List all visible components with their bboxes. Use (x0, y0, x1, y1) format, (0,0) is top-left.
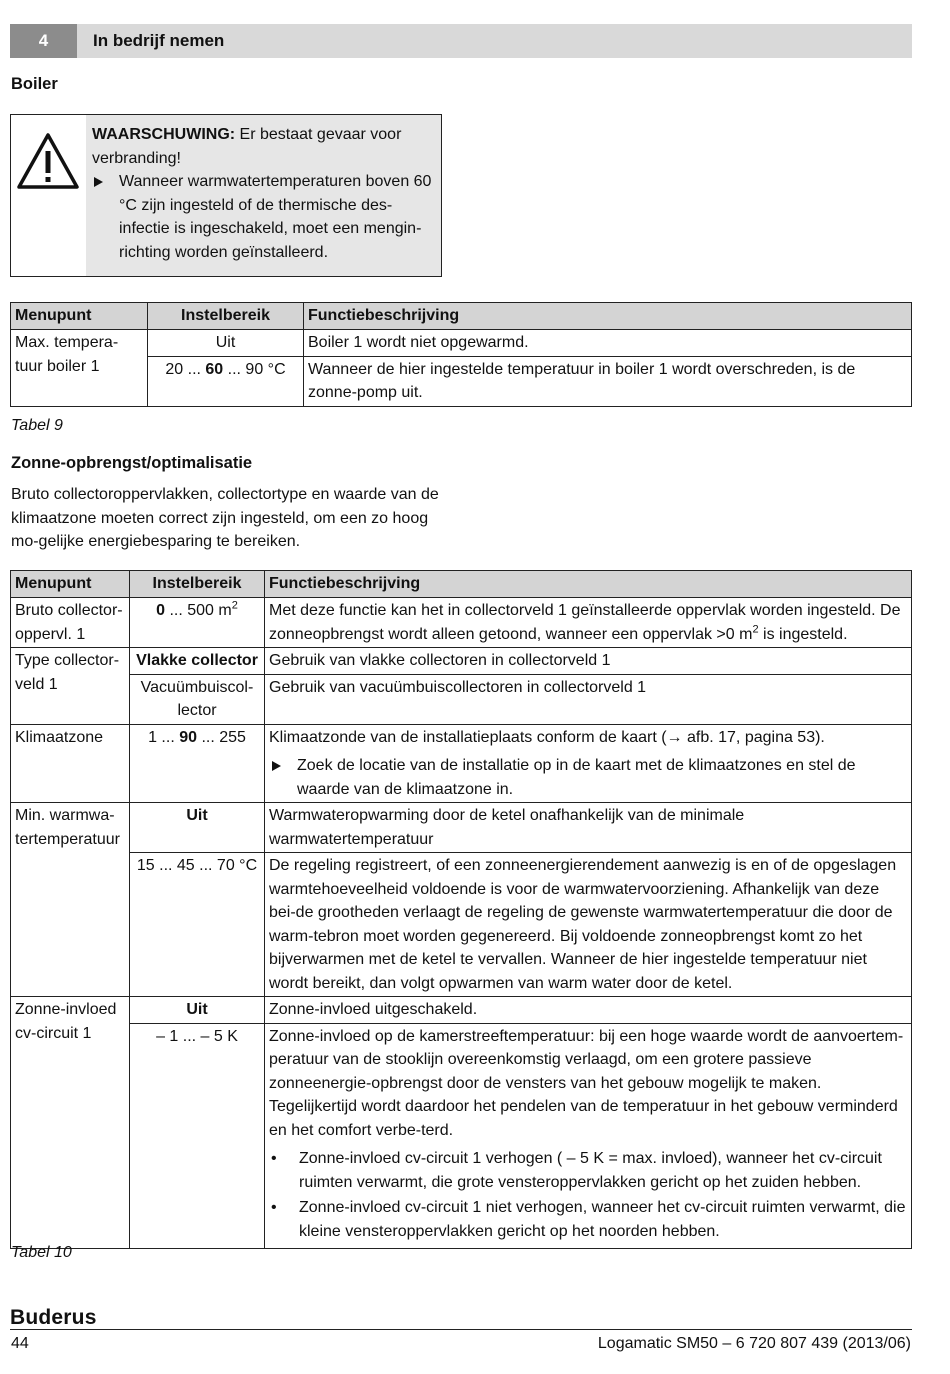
menu-cell: Zonne-invloed cv-circuit 1 (11, 997, 130, 1249)
column-header: Instelbereik (148, 303, 304, 330)
chapter-header (10, 24, 912, 58)
table-row (11, 330, 912, 357)
range-default: Uit (186, 807, 208, 824)
list-item (269, 1196, 907, 1243)
range-text: 20 ... (165, 360, 206, 378)
instruction-text: Zoek de locatie van de installatie op in de kaart met de klimaatzones en stel de waarde van de klimaatzone in. (297, 757, 856, 798)
arrow-bullet-icon-wrap (269, 754, 297, 801)
range-default: 60 (205, 360, 224, 378)
description-cell: De regeling registreert, of een zonneenergierendement aanwezig is en of de opgeslagen warmtehoeveelheid voldoende is voor de warmwatervoorziening. Afhankelijk van deze bei-de grootheden verlaagt de regeling de gewenste warmwatertemperatuur die door de warm-tebron moet worden gegenereerd. Bij voldoende zonneopbrengst komt zo het bijverwarmen met de ketel te vervallen. Wanneer de hier ingestelde temperatuur niet wordt bereikt, dan volgt opwarmen van warm water door de ketel. (265, 853, 912, 997)
table-row (11, 997, 912, 1024)
description-text: Zonne-invloed op de kamerstreeftemperatuur: bij een hoge waarde wordt de aanvoertem-peratuur van de stooklijn overeenkomstig verlaagd, om een grotere passieve zonneenergie-opbrengst door de vensters van het gebouw mogelijk te maken. Tegelijkertijd wordt daardoor het pendelen van de temperatuur in het gebouw verminderd en het comfort verbe-terd. (269, 1027, 904, 1139)
description-cell (265, 1023, 912, 1249)
range-default: 0 (156, 602, 166, 619)
warning-message: Er bestaat gevaar voor verbranding! (92, 126, 402, 167)
section-heading-boiler: Boiler (11, 75, 58, 93)
list-item (269, 1147, 907, 1194)
warning-triangle-icon (15, 131, 81, 193)
arrow-bullet-icon (272, 761, 281, 771)
warning-bullet (92, 170, 435, 264)
range-cell (130, 598, 265, 648)
range-cell: Vacuümbuiscol-lector (130, 674, 265, 724)
range-cell: – 1 ... – 5 K (130, 1023, 265, 1249)
range-cell (130, 648, 265, 675)
range-default: Uit (186, 1001, 208, 1018)
description-text: is ingesteld. (758, 625, 848, 643)
arrow-bullet-icon (94, 177, 103, 187)
menu-cell: Max. tempera-tuur boiler 1 (11, 330, 148, 407)
bullet-dot-icon: • (271, 1199, 277, 1216)
table-caption: Tabel 10 (11, 1244, 72, 1261)
menu-cell: Bruto collector-oppervl. 1 (11, 598, 130, 648)
column-header: Instelbereik (130, 571, 265, 598)
instruction-bullet (269, 754, 907, 801)
description-cell (265, 724, 912, 803)
table-row (11, 598, 912, 648)
description-text: Klimaatzonde van de installatieplaats conform de kaart (→ afb. 17, pagina 53). (269, 728, 825, 746)
table-row (11, 648, 912, 675)
column-header: Functiebeschrijving (265, 571, 912, 598)
chapter-number: 4 (10, 24, 77, 58)
warning-label: WAARSCHUWING: (92, 126, 236, 143)
section-heading-zonne: Zonne-opbrengst/optimalisatie (11, 454, 253, 472)
document-reference: Logamatic SM50 – 6 720 807 439 (2013/06) (597, 1335, 911, 1352)
column-header: Functiebeschrijving (304, 303, 912, 330)
section-paragraph: Bruto collectoroppervlakken, collectortype en waarde van de klimaatzone moeten correct zijn ingesteld, om een zo hoog mo-gelijke energiebesparing te bereiken. (11, 486, 439, 550)
table-10 (10, 570, 912, 1249)
table-9 (10, 302, 912, 407)
warning-icon-area (11, 115, 86, 276)
table-row (11, 724, 912, 803)
warning-text (86, 115, 441, 276)
table-header-row (11, 571, 912, 598)
range-cell: Uit (148, 330, 304, 357)
footer-divider (10, 1329, 912, 1330)
range-cell (130, 997, 265, 1024)
list-item-text: Zonne-invloed cv-circuit 1 verhogen ( – 5 K = max. invloed), wanneer het cv-circuit ruimten verwarmt, die grote vensteroppervlakken gericht op het zuiden hebben. (299, 1150, 882, 1191)
list-item-text: Zonne-invloed cv-circuit 1 niet verhogen, wanneer het cv-circuit ruimten verwarmt, die kleine vensteroppervlakken gericht op het noorden hebben. (299, 1199, 906, 1240)
table-row (11, 1023, 912, 1249)
range-text: ... 255 (197, 728, 246, 746)
table-header-row (11, 303, 912, 330)
table-row (11, 853, 912, 997)
warning-box (10, 114, 442, 277)
range-unit-exponent: 2 (231, 599, 238, 612)
range-text: 1 ... (148, 728, 180, 746)
description-text: Met deze functie kan het in collectorveld 1 geïnstalleerde oppervlak worden ingesteld. De zonneopbrengst wordt alleen getoond, wanneer een oppervlak >0 m (269, 602, 901, 643)
warning-heading (92, 123, 435, 170)
buderus-logo: Buderus (10, 1306, 97, 1329)
table-caption: Tabel 9 (11, 417, 63, 434)
description-cell (265, 598, 912, 648)
range-text: ... 500 m (165, 602, 232, 619)
description-cell: Boiler 1 wordt niet opgewarmd. (304, 330, 912, 357)
table-row (11, 803, 912, 853)
description-cell: Warmwateropwarming door de ketel onafhankelijk van de minimale warmwatertemperatuur (265, 803, 912, 853)
column-header: Menupunt (11, 303, 148, 330)
page-number: 44 (11, 1335, 29, 1352)
menu-cell: Min. warmwa-tertemperatuur (11, 803, 130, 997)
range-cell (148, 356, 304, 406)
bullet-dot-icon: • (271, 1150, 277, 1167)
description-cell: Zonne-invloed uitgeschakeld. (265, 997, 912, 1024)
table-row (11, 674, 912, 724)
description-exponent: 2 (752, 623, 759, 636)
description-cell: Gebruik van vacuümbuiscollectoren in collectorveld 1 (265, 674, 912, 724)
menu-cell: Klimaatzone (11, 724, 130, 803)
column-header: Menupunt (11, 571, 130, 598)
description-cell: Gebruik van vlakke collectoren in collectorveld 1 (265, 648, 912, 675)
range-text: ... 90 °C (223, 360, 286, 378)
warning-bullet-text: Wanneer warmwatertemperaturen boven 60 °C zijn ingesteld of de thermische des-infectie is ingeschakeld, moet een mengin-richting worden geïnstalleerd. (119, 173, 432, 261)
range-cell (130, 724, 265, 803)
description-cell: Wanneer de hier ingestelde temperatuur in boiler 1 wordt overschreden, is de zonne-pomp uit. (304, 356, 912, 406)
chapter-title: In bedrijf nemen (93, 31, 225, 50)
range-cell (130, 803, 265, 853)
menu-cell: Type collector-veld 1 (11, 648, 130, 725)
range-cell: 15 ... 45 ... 70 °C (130, 853, 265, 997)
range-default: Vlakke collector (136, 652, 258, 669)
range-default: 90 (179, 728, 197, 746)
